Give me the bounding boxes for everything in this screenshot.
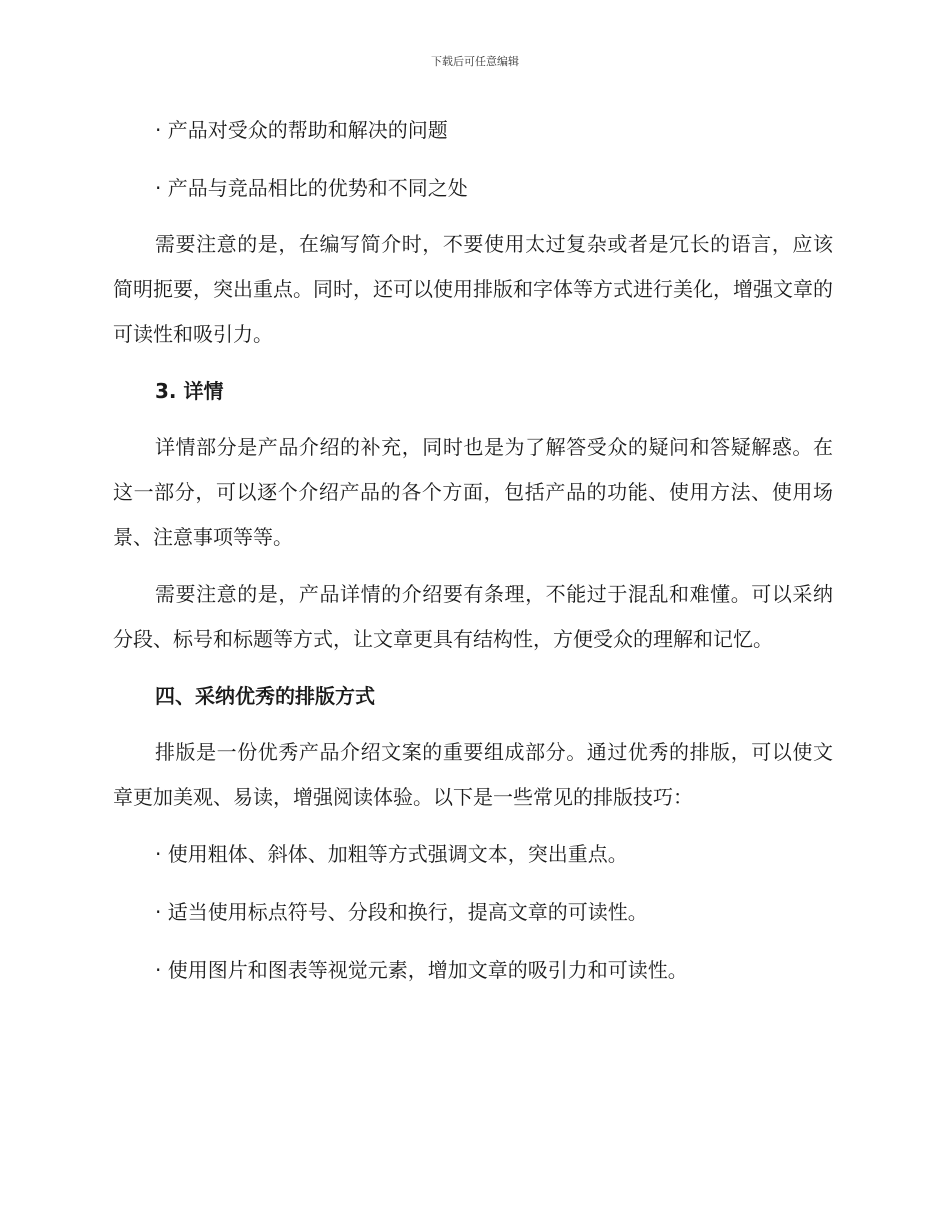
bullet-item: · 使用图片和图表等视觉元素，增加文章的吸引力和可读性。 <box>155 958 688 982</box>
bullet-item: · 产品与竞品相比的优势和不同之处 <box>155 176 468 200</box>
paragraph: 排版是一份优秀产品介绍文案的重要组成部分。通过优秀的排版，可以使文章更加美观、易读，增强阅读体验。以下是一些常见的排版技巧： <box>113 740 833 809</box>
page-header: 下载后可任意编辑 <box>431 55 519 68</box>
paragraph: 需要注意的是，在编写简介时，不要使用太过复杂或者是冗长的语言，应该简明扼要，突出重点。同时，还可以使用排版和字体等方式进行美化，增强文章的可读性和吸引力。 <box>113 232 833 346</box>
bullet-item: · 使用粗体、斜体、加粗等方式强调文本，突出重点。 <box>155 842 628 866</box>
bullet-item: · 产品对受众的帮助和解决的问题 <box>155 118 448 142</box>
paragraph: 需要注意的是，产品详情的介绍要有条理，不能过于混乱和难懂。可以采纳分段、标号和标题等方式，让文章更具有结构性，方便受众的理解和记忆。 <box>113 582 833 651</box>
paragraph: 详情部分是产品介绍的补充，同时也是为了解答受众的疑问和答疑解惑。在这一部分，可以逐个介绍产品的各个方面，包括产品的功能、使用方法、使用场景、注意事项等等。 <box>113 435 833 549</box>
document-body <box>113 108 833 992</box>
section-heading: 四、采纳优秀的排版方式 <box>155 684 375 708</box>
bullet-item: · 适当使用标点符号、分段和换行，提高文章的可读性。 <box>155 900 648 924</box>
section-heading: 3. 详情 <box>155 379 224 403</box>
